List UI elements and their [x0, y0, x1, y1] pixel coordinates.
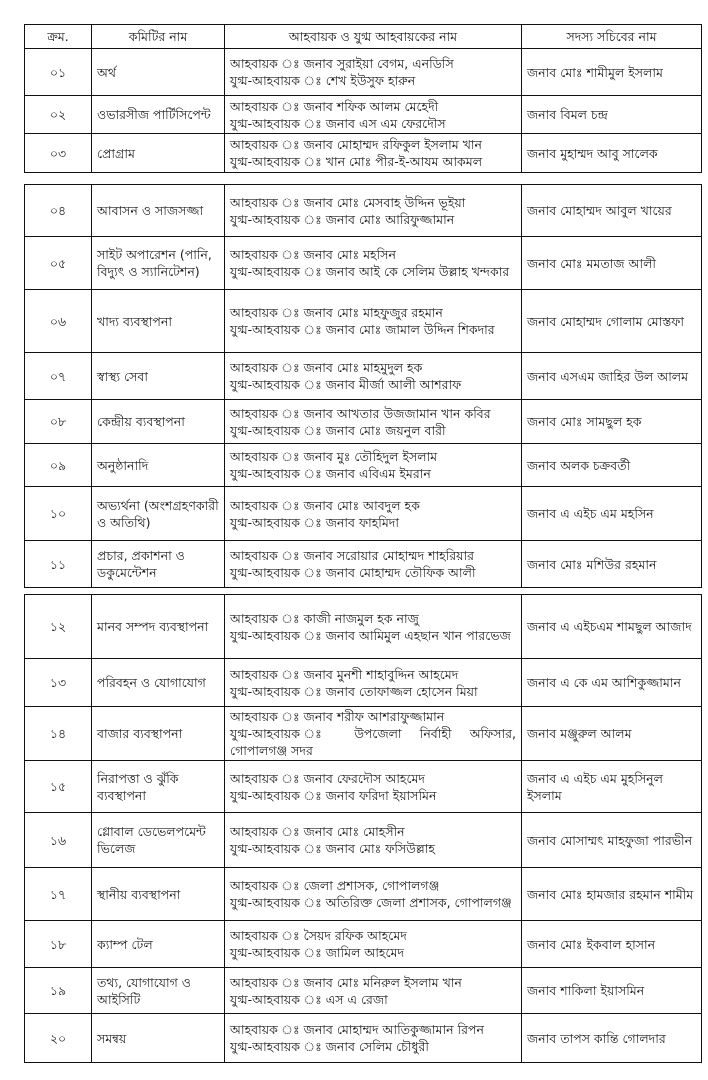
committee-name: অভ্যর্থনা (অংশগ্রহণকারী ও অতিথি): [97, 497, 219, 530]
convenor-name: আহবায়ক ঃ জনাব মোঃ মাহমুদুল হক: [230, 360, 423, 375]
secretary-cell: [522, 353, 702, 400]
table-header-row: [25, 25, 702, 49]
member-secretary-name: জনাব এ এইচ এম মুহসিনুল ইসলাম: [527, 770, 663, 803]
committee-name: কেন্দ্রীয় ব্যবস্থাপনা: [97, 414, 185, 429]
committee-cell: [92, 290, 225, 353]
serial-cell: [25, 487, 92, 541]
convenor-name: আহবায়ক ঃ জনাব মোহাম্মদ আতিকুজ্জামান রিপন: [230, 1022, 484, 1037]
table-row: [25, 868, 702, 921]
serial-number: ১৪: [49, 726, 67, 741]
joint-convenor-name: যুগ্ম-আহবায়ক ঃ জনাব মোঃ ফসিউল্লাহ: [230, 841, 436, 856]
committee-cell: [92, 96, 225, 134]
secretary-cell: [522, 707, 702, 761]
table-row: [25, 49, 702, 96]
joint-convenor-name: যুগ্ম-আহবায়ক ঃ জনাব ফরিদা ইয়াসমিন: [230, 787, 437, 803]
member-secretary-name: জনাব মুহাম্মদ আবু সালেক: [527, 145, 658, 161]
convenors-cell: [225, 353, 522, 400]
secretary-cell: [522, 968, 702, 1014]
joint-convenor-name: যুগ্ম-আহবায়ক ঃ জনাব মোঃ জামাল উদ্দিন শিকদার: [230, 322, 495, 337]
serial-number: ০৫: [49, 255, 67, 271]
member-secretary-name: জনাব মোঃ সামছুল হক: [527, 414, 642, 429]
committee-name: অনুষ্ঠানাদি: [97, 457, 149, 473]
table-row: [25, 707, 702, 761]
convenors-cell: [225, 400, 522, 444]
committee-cell: [92, 761, 225, 813]
convenor-name: আহবায়ক ঃ জনাব মোঃ মাহফুজুর রহমান: [230, 305, 443, 320]
table-row: [25, 290, 702, 353]
committee-name: স্বাস্থ্য সেবা: [97, 368, 149, 384]
member-secretary-name: জনাব মঞ্জুরুল আলম: [527, 726, 632, 741]
joint-convenor-name: যুগ্ম-আহবায়ক ঃ জনাব মোঃ জয়নুল বারী: [230, 422, 446, 438]
secretary-cell: [522, 487, 702, 541]
table-row: [25, 541, 702, 588]
table-row: [25, 444, 702, 487]
secretary-cell: [522, 237, 702, 290]
table-row: [25, 813, 702, 868]
table-row: [25, 968, 702, 1014]
member-secretary-name: জনাব শাকিলা ইয়াসমিন: [527, 983, 645, 998]
committee-name: নিরাপত্তা ও ঝুঁকি ব্যবস্থাপনা: [97, 770, 179, 803]
member-secretary-name: জনাব এ কে এম আশিকুজ্জামান: [527, 675, 681, 690]
convenors-cell: [225, 487, 522, 541]
committee-cell: [92, 595, 225, 659]
serial-number: ০১: [49, 64, 67, 80]
serial-cell: [25, 444, 92, 487]
committee-cell: [92, 237, 225, 290]
table-row: [25, 353, 702, 400]
table-row: [25, 237, 702, 290]
member-secretary-name: জনাব তাপস কান্তি গোলদার: [527, 1030, 666, 1046]
secretary-cell: [522, 868, 702, 921]
secretary-cell: [522, 134, 702, 173]
secretary-cell: [522, 595, 702, 659]
serial-number: ১৩: [49, 675, 67, 690]
header-secretary: সদস্য সচিবের নাম: [522, 25, 702, 49]
serial-number: ১৭: [49, 886, 67, 902]
member-secretary-name: জনাব এসএম জাহির উল আলম: [527, 368, 689, 384]
member-secretary-name: জনাব বিমল চন্দ্র: [527, 107, 608, 122]
serial-number: ১১: [49, 556, 67, 572]
convenor-name: আহবায়ক ঃ জেলা প্রশাসক, গোপালগঞ্জ: [230, 878, 440, 893]
member-secretary-name: জনাব মোঃ ইকবাল হাসান: [527, 936, 656, 952]
serial-cell: [25, 813, 92, 868]
committee-name: প্রচার, প্রকাশনা ও ডকুমেন্টেশন: [97, 548, 185, 580]
joint-convenor-name: যুগ্ম-আহবায়ক ঃ খান মোঃ পীর-ই-আযম আকমল: [230, 154, 483, 169]
committee-table-section-1: [24, 24, 702, 173]
header-committee: কমিটির নাম: [92, 25, 225, 49]
convenors-cell: [225, 921, 522, 968]
convenors-cell: [225, 659, 522, 707]
convenors-cell: [225, 968, 522, 1014]
convenor-name: আহবায়ক ঃ জনাব মোঃ মেসবাহ উদ্দিন ভূইয়া: [230, 194, 466, 210]
joint-convenor-name: যুগ্ম-আহবায়ক ঃ জনাব সেলিম চৌধুরী: [230, 1039, 429, 1054]
convenor-name: আহবায়ক ঃ জনাব সুরাইয়া বেগম, এনডিসি: [230, 56, 454, 71]
convenors-cell: [225, 185, 522, 237]
member-secretary-name: জনাব মোঃ হামজার রহমান শামীম: [527, 886, 694, 902]
joint-convenor-name: যুগ্ম-আহবায়ক ঃ জনাব মোহাম্মদ তৌফিক আলী: [230, 565, 476, 580]
serial-cell: [25, 400, 92, 444]
serial-cell: [25, 868, 92, 921]
committee-name: তথ্য, যোগাযোগ ও আইসিটি: [97, 974, 191, 1007]
committee-table-section-2: [24, 184, 702, 588]
convenor-name: আহবায়ক ঃ জনাব মোঃ মহসিন: [230, 247, 396, 262]
convenors-cell: [225, 541, 522, 588]
table-row: [25, 487, 702, 541]
serial-number: ১২: [49, 619, 67, 634]
convenors-cell: [225, 813, 522, 868]
committee-name: আবাসন ও সাজসজ্জা: [97, 203, 204, 218]
secretary-cell: [522, 49, 702, 96]
convenors-cell: [225, 444, 522, 487]
joint-convenor-name: যুগ্ম-আহবায়ক ঃ জনাব এবিএম ইমরান: [230, 466, 431, 481]
committee-cell: [92, 185, 225, 237]
convenors-cell: [225, 1014, 522, 1063]
committee-cell: [92, 541, 225, 588]
secretary-cell: [522, 290, 702, 353]
member-secretary-name: জনাব এ এইচ এম মহসিন: [527, 506, 654, 521]
joint-convenor-name: যুগ্ম-আহবায়ক ঃ জনাব মোঃ আরিফুজ্জামান: [230, 211, 455, 227]
committee-cell: [92, 134, 225, 173]
convenors-cell: [225, 761, 522, 813]
committee-name: সাইট অপারেশন (পানি, বিদ্যুৎ ও স্যানিটেশন): [97, 247, 212, 279]
joint-convenor-name: যুগ্ম-আহবায়ক ঃ জনাব মীর্জা আলী আশরাফ: [230, 377, 462, 392]
committee-name: ওভারসীজ পার্টিসিপেন্ট: [97, 107, 211, 122]
joint-convenor-name: যুগ্ম-আহবায়ক ঃ উপজেলা নির্বাহী অফিসার, গোপালগঞ্জ সদর: [230, 726, 516, 758]
convenor-name: আহবায়ক ঃ জনাব শরীফ আশরাফুজ্জামান: [230, 709, 445, 724]
member-secretary-name: জনাব মোঃ শামীমুল ইসলাম: [527, 64, 663, 80]
table-row: [25, 134, 702, 173]
joint-convenor-name: যুগ্ম-আহবায়ক ঃ অতিরিক্ত জেলা প্রশাসক, গোপালগঞ্জ: [230, 895, 512, 910]
table-row: [25, 595, 702, 659]
serial-cell: [25, 290, 92, 353]
joint-convenor-name: যুগ্ম-আহবায়ক ঃ শেখ ইউসুফ হারুন: [230, 73, 416, 88]
committee-cell: [92, 868, 225, 921]
committee-cell: [92, 968, 225, 1014]
serial-number: ০৪: [49, 203, 67, 218]
convenors-cell: [225, 290, 522, 353]
convenors-cell: [225, 868, 522, 921]
serial-number: ০৭: [49, 368, 67, 384]
convenor-name: আহবায়ক ঃ জনাব মোঃ মনিরুল ইসলাম খান: [230, 974, 462, 990]
joint-convenor-name: যুগ্ম-আহবায়ক ঃ জামিল আহমেদ: [230, 945, 405, 960]
convenor-name: আহবায়ক ঃ সৈয়দ রফিক আহমেদ: [230, 928, 407, 943]
table-row: [25, 96, 702, 134]
joint-convenor-name: যুগ্ম-আহবায়ক ঃ জনাব আমিমুল এহছান খান পারভেজ: [230, 627, 511, 643]
convenor-name: আহবায়ক ঃ জনাব মুনশী শাহাবুদ্দিন আহমেদ: [230, 666, 459, 682]
convenor-name: আহবায়ক ঃ জনাব মোঃ মোহসীন: [230, 824, 405, 839]
serial-number: ১৯: [49, 983, 67, 998]
secretary-cell: [522, 1014, 702, 1063]
secretary-cell: [522, 761, 702, 813]
committee-cell: [92, 353, 225, 400]
convenor-name: আহবায়ক ঃ জনাব শফিক আলম মেহেদী: [230, 98, 439, 114]
table-row: [25, 1014, 702, 1063]
convenors-cell: [225, 49, 522, 96]
member-secretary-name: জনাব মোঃ মশিউর রহমান: [527, 556, 657, 572]
committee-name: পরিবহন ও যোগাযোগ: [97, 675, 206, 690]
table-row: [25, 400, 702, 444]
serial-number: ০৬: [49, 313, 67, 329]
member-secretary-name: জনাব এ এইচএম শামছুল আজাদ: [527, 619, 692, 634]
serial-number: ০২: [49, 107, 67, 122]
serial-cell: [25, 1014, 92, 1063]
committee-name: খাদ্য ব্যবস্থাপনা: [97, 313, 173, 329]
table-row: [25, 761, 702, 813]
committee-name: ক্যাম্প টেল: [97, 936, 153, 952]
convenors-cell: [225, 237, 522, 290]
committee-name: সমন্বয়: [97, 1030, 127, 1046]
serial-cell: [25, 541, 92, 588]
serial-number: ২০: [49, 1030, 67, 1046]
table-row: [25, 659, 702, 707]
convenor-name: আহবায়ক ঃ জনাব মুঃ তৌহিদুল ইসলাম: [230, 449, 438, 464]
committee-cell: [92, 444, 225, 487]
member-secretary-name: জনাব মোহাম্মদ গোলাম মোস্তফা: [527, 313, 684, 329]
committee-name: বাজার ব্যবস্থাপনা: [97, 726, 183, 741]
serial-cell: [25, 96, 92, 134]
joint-convenor-name: যুগ্ম-আহবায়ক ঃ জনাব ফাহমিদা: [230, 514, 399, 530]
secretary-cell: [522, 96, 702, 134]
serial-cell: [25, 968, 92, 1014]
convenors-cell: [225, 96, 522, 134]
serial-cell: [25, 707, 92, 761]
secretary-cell: [522, 541, 702, 588]
committee-cell: [92, 400, 225, 444]
convenor-name: আহবায়ক ঃ জনাব মোহাম্মদ রফিকুল ইসলাম খান: [230, 137, 483, 152]
header-convenors: আহবায়ক ও যুগ্ম আহবায়কের নাম: [225, 25, 522, 49]
committee-cell: [92, 487, 225, 541]
convenor-name: আহবায়ক ঃ কাজী নাজমুল হক নাজু: [230, 610, 419, 626]
serial-number: ০৯: [49, 457, 67, 473]
committee-cell: [92, 1014, 225, 1063]
convenor-name: আহবায়ক ঃ জনাব আখতার উজজামান খান কবির: [230, 405, 491, 421]
serial-cell: [25, 134, 92, 173]
secretary-cell: [522, 659, 702, 707]
committee-name: মানব সম্পদ ব্যবস্থাপনা: [97, 619, 209, 634]
serial-cell: [25, 185, 92, 237]
committee-table-section-3: [24, 594, 702, 1063]
convenors-cell: [225, 707, 522, 761]
serial-cell: [25, 49, 92, 96]
serial-cell: [25, 659, 92, 707]
member-secretary-name: জনাব মোঃ মমতাজ আলী: [527, 255, 656, 271]
joint-convenor-name: যুগ্ম-আহবায়ক ঃ জনাব এস এম ফেরদৌস: [230, 115, 446, 131]
member-secretary-name: জনাব মোহাম্মদ আবুল খায়ের: [527, 203, 672, 218]
committee-name: অর্থ: [97, 64, 116, 80]
convenors-cell: [225, 134, 522, 173]
committee-cell: [92, 707, 225, 761]
serial-number: ১৫: [49, 779, 67, 794]
committee-name: প্রোগ্রাম: [97, 145, 135, 161]
secretary-cell: [522, 400, 702, 444]
committee-cell: [92, 921, 225, 968]
convenor-name: আহবায়ক ঃ জনাব মোঃ আবদুল হক: [230, 497, 420, 513]
committee-name: স্থানীয় ব্যবস্থাপনা: [97, 886, 181, 902]
serial-cell: [25, 353, 92, 400]
member-secretary-name: জনাব অলক চক্রবর্তী: [527, 457, 631, 473]
serial-cell: [25, 761, 92, 813]
joint-convenor-name: যুগ্ম-আহবায়ক ঃ এস এ রেজা: [230, 991, 388, 1007]
committee-cell: [92, 813, 225, 868]
convenor-name: আহবায়ক ঃ জনাব সরোয়ার মোহাম্মদ শাহরিয়ার: [230, 548, 475, 563]
serial-number: ১০: [49, 506, 67, 521]
convenors-cell: [225, 595, 522, 659]
committee-name: গ্লোবাল ডেভেলপমেন্ট ভিলেজ: [97, 824, 206, 856]
serial-cell: [25, 595, 92, 659]
table-row: [25, 921, 702, 968]
secretary-cell: [522, 921, 702, 968]
member-secretary-name: জনাব মোসাম্মৎ মাহফুজা পারভীন: [527, 832, 693, 848]
serial-cell: [25, 237, 92, 290]
secretary-cell: [522, 813, 702, 868]
secretary-cell: [522, 444, 702, 487]
committee-cell: [92, 659, 225, 707]
committee-cell: [92, 49, 225, 96]
serial-number: ০৮: [49, 414, 67, 429]
table-row: [25, 185, 702, 237]
serial-cell: [25, 921, 92, 968]
convenor-name: আহবায়ক ঃ জনাব ফেরদৌস আহমেদ: [230, 770, 425, 786]
serial-number: ১৮: [49, 936, 67, 952]
joint-convenor-name: যুগ্ম-আহবায়ক ঃ জনাব তোফাজ্জল হোসেন মিয়া: [230, 683, 478, 699]
header-serial: ক্রম.: [25, 25, 92, 49]
secretary-cell: [522, 185, 702, 237]
serial-number: ১৬: [49, 832, 67, 848]
serial-number: ০৩: [49, 145, 67, 161]
joint-convenor-name: যুগ্ম-আহবায়ক ঃ জনাব আই কে সেলিম উল্লাহ খন্দকার: [230, 264, 510, 279]
